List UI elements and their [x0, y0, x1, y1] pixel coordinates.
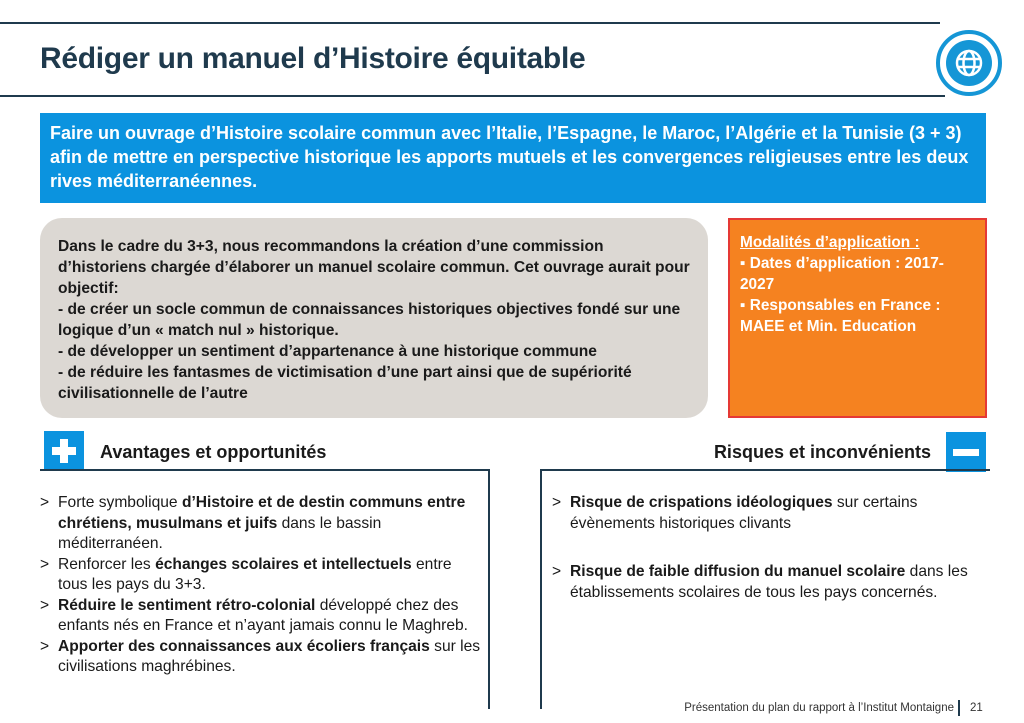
recommendation-intro: Dans le cadre du 3+3, nous recommandons la création d’une commission d’historiens chargée d’élaborer un manuel scolaire commun. Cet ouvrage aurait pour objectif:	[58, 238, 690, 297]
list-item: > Risque de faible diffusion du manuel scolaire dans les établissements scolaires de tous les pays concernés.	[552, 563, 968, 601]
chevron-right-icon: >	[40, 596, 50, 614]
modalites-dates: ▪ Dates d’application : 2017-2027	[740, 255, 944, 293]
chevron-right-icon: >	[40, 555, 50, 573]
avantages-divider	[488, 469, 490, 709]
list-item: > Risque de crispations idéologiques sur certains évènements historiques clivants	[552, 494, 918, 532]
page-number: 21	[970, 702, 983, 714]
title-rule	[0, 95, 945, 97]
modalites-heading: Modalités d’application :	[740, 234, 920, 251]
chevron-right-icon: >	[40, 637, 50, 655]
footer-text: Présentation du plan du rapport à l’Institut Montaigne	[684, 702, 954, 714]
risques-divider	[540, 469, 542, 709]
recommendation-point: - de créer un socle commun de connaissances historiques objectives fondé sur une logique d’un « match nul » historique.	[58, 301, 681, 339]
globe-icon	[946, 40, 992, 86]
risques-rule	[540, 469, 990, 471]
list-item: > Réduire le sentiment rétro-colonial développé chez des enfants nés en France et n’ayant jamais connu le Maghreb.	[40, 596, 469, 634]
recommendation-box	[40, 218, 708, 418]
list-item: > Apporter des connaissances aux écoliers français sur les civilisations maghrébines.	[40, 637, 481, 675]
modalites-responsables: ▪ Responsables en France : MAEE et Min. Education	[740, 297, 941, 335]
top-rule	[0, 22, 940, 24]
page-title: Rédiger un manuel d’Histoire équitable	[40, 42, 586, 75]
logo	[936, 30, 1002, 96]
footer-separator	[958, 700, 960, 716]
risques-list	[552, 493, 992, 603]
list-item: > Forte symbolique d’Histoire et de destin communs entre chrétiens, musulmans et juifs dans le bassin méditerranéen.	[40, 494, 466, 552]
list-item: > Renforcer les échanges scolaires et intellectuels entre tous les pays du 3+3.	[40, 555, 452, 593]
avantages-heading: Avantages et opportunités	[100, 442, 327, 462]
minus-icon	[946, 432, 986, 472]
plus-icon	[44, 431, 84, 471]
avantages-rule	[40, 469, 490, 471]
recommendation-point: - de développer un sentiment d’appartenance à une historique commune	[58, 343, 597, 360]
risques-heading: Risques et inconvénients	[713, 442, 931, 462]
recommendation-point: - de réduire les fantasmes de victimisation d’une part ainsi que de supériorité civilisationnelle de l’autre	[58, 364, 632, 402]
avantages-list	[40, 493, 485, 678]
chevron-right-icon: >	[40, 494, 50, 511]
objective-banner: Faire un ouvrage d’Histoire scolaire commun avec l’Italie, l’Espagne, le Maroc, l’Algérie et la Tunisie (3 + 3) afin de mettre en perspective historique les apports mutuels et les convergences religieuses entre les deux rives méditerranéennes.	[40, 113, 986, 203]
modalites-box	[728, 218, 987, 418]
chevron-right-icon: >	[552, 494, 562, 511]
chevron-right-icon: >	[552, 563, 562, 580]
